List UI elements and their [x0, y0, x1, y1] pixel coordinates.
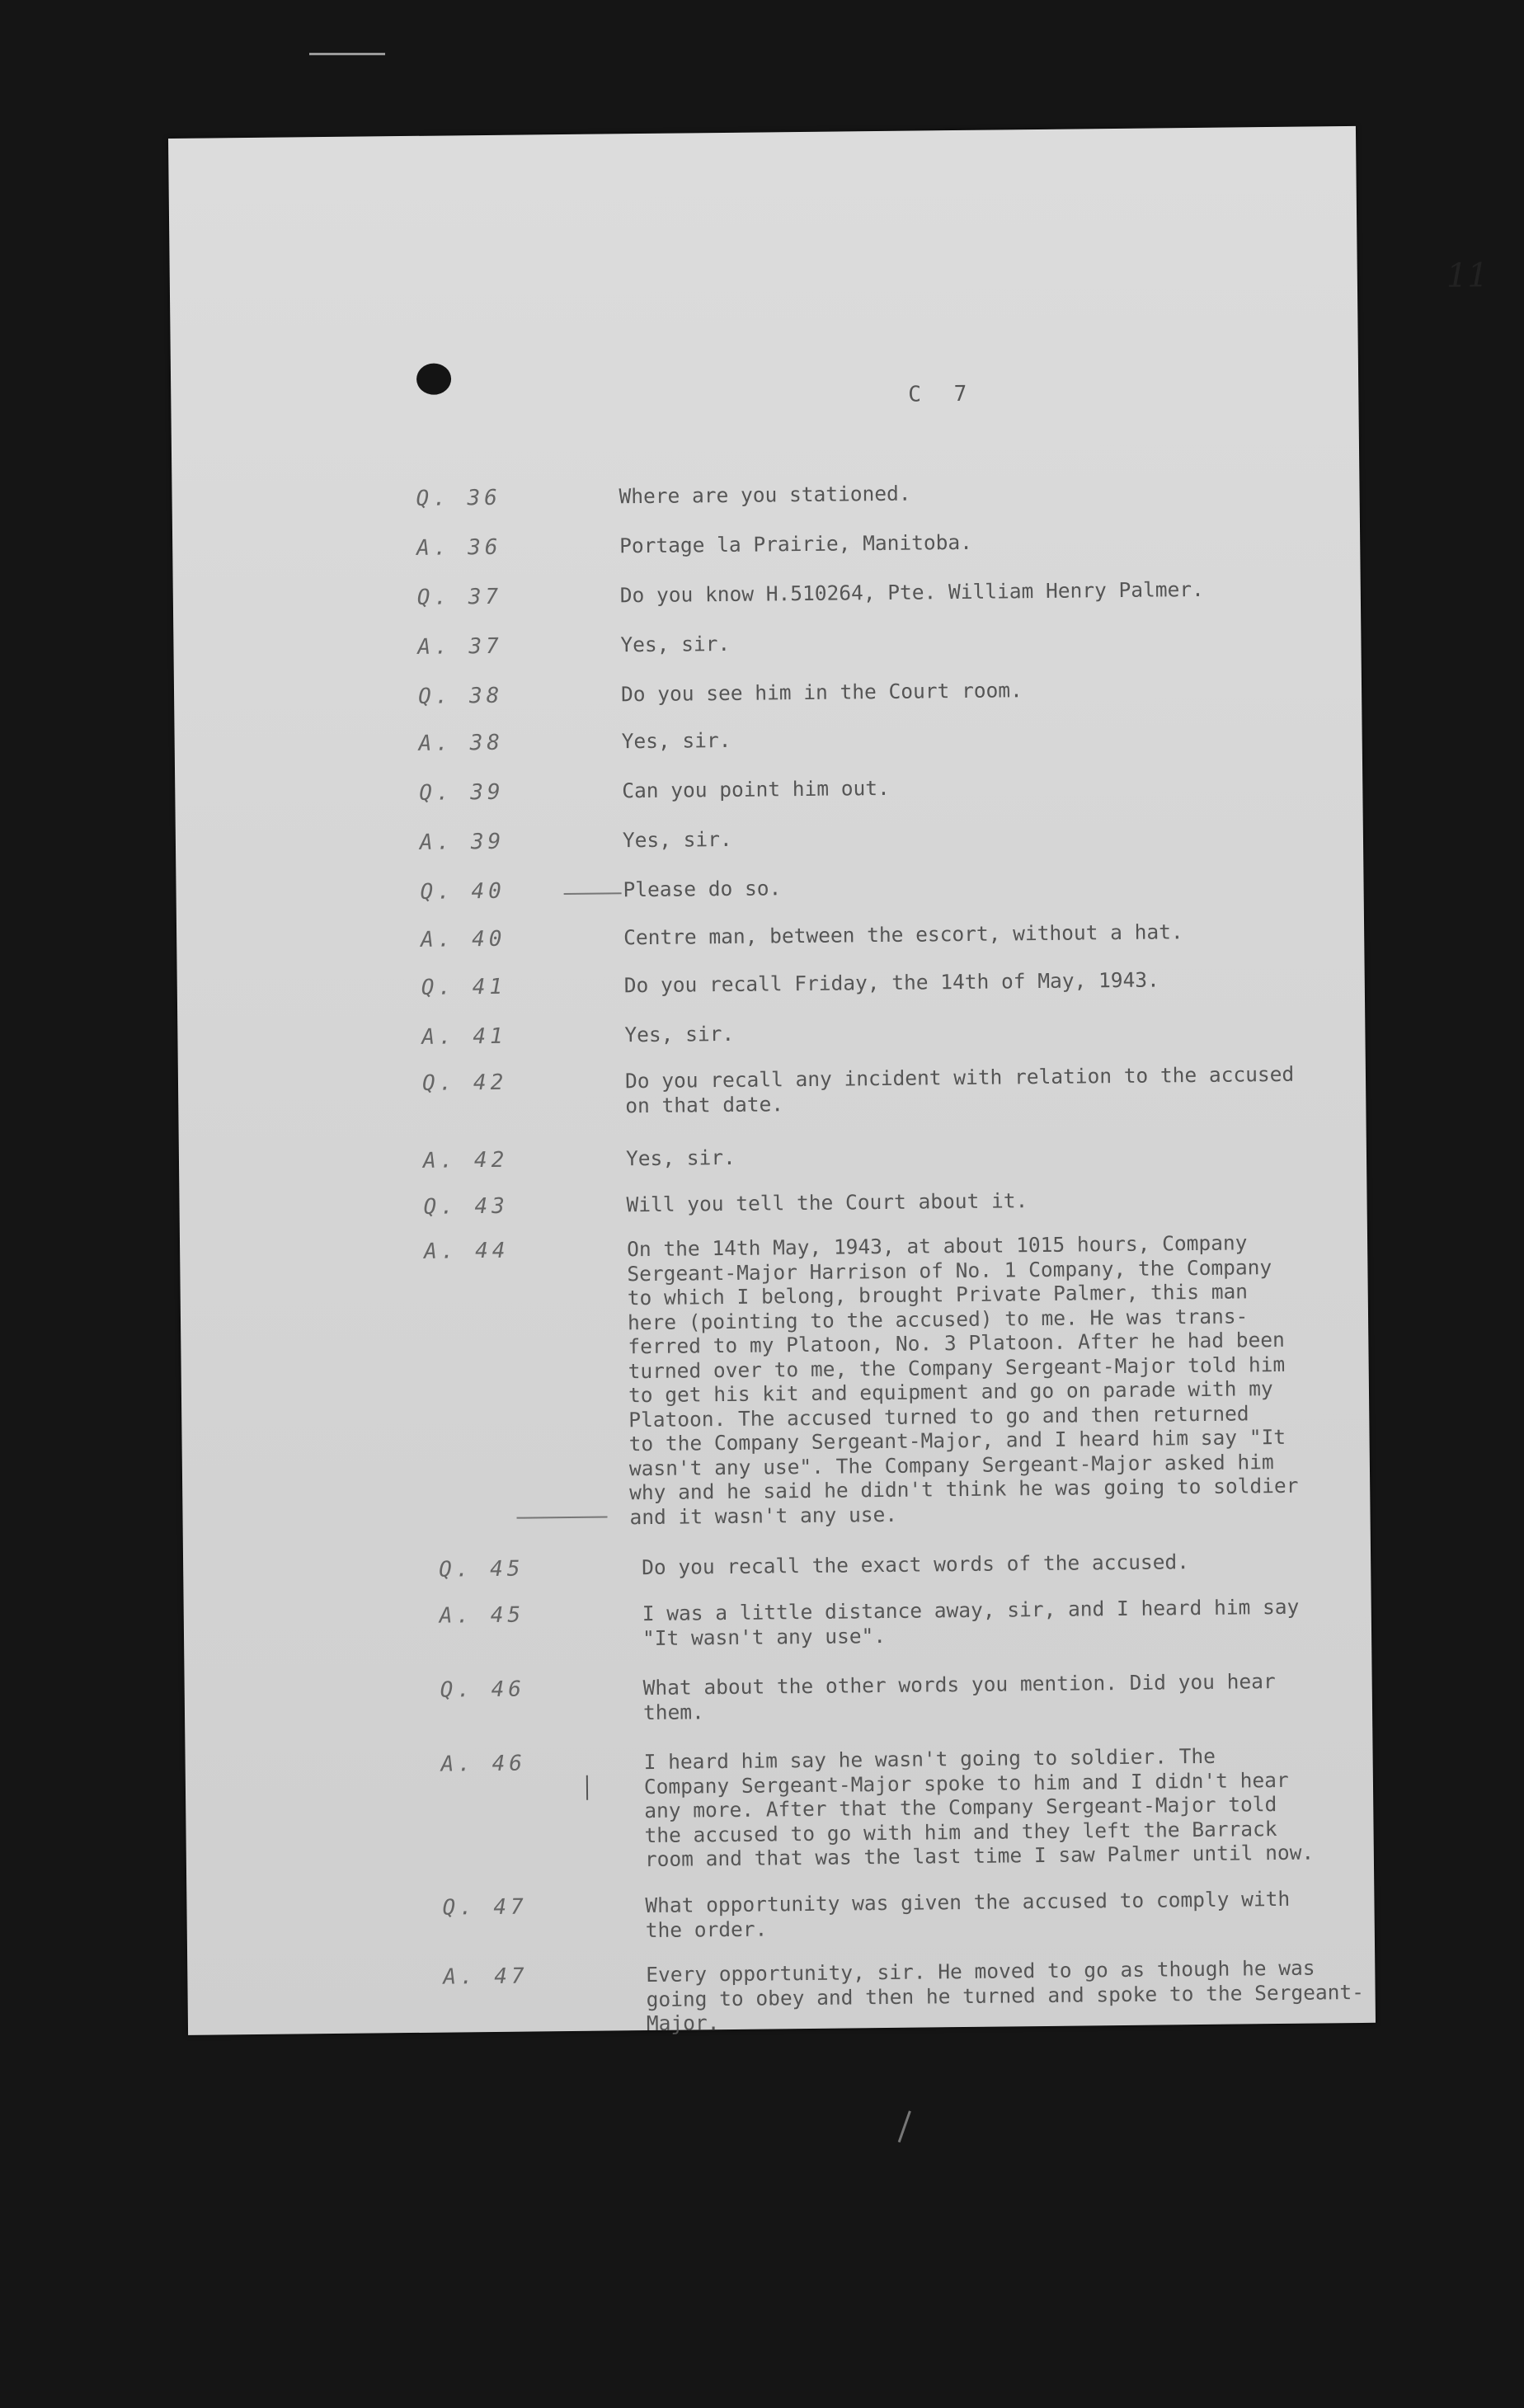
entry-text: Can you point him out. [622, 775, 890, 803]
entry-label: Q. 39 [419, 779, 505, 806]
entry-text: Portage la Prairie, Manitoba. [619, 529, 973, 558]
entry-label: Q. 46 [440, 1677, 526, 1703]
entry-label: A. 37 [417, 633, 503, 660]
entry-text: Where are you stationed. [619, 481, 911, 509]
entry-label: Q. 45 [439, 1556, 524, 1583]
entry-text: Yes, sir. [625, 1145, 736, 1171]
entry-text: Do you know H.510264, Pte. William Henry Palmer. [619, 576, 1204, 608]
entry-text: Yes, sir. [620, 631, 731, 657]
pencil-dash [517, 1517, 608, 1519]
pencil-tick [586, 1775, 588, 1800]
entry-text: I heard him say he wasn't going to soldier. The Company Sergeant-Major spoke to him and I didn't hear any more. After that the Company Sergeant-Major told the accused to go with him and they left the Barrack room and that was the last time I saw Palmer until now. [643, 1743, 1315, 1872]
entry-text: Centre man, between the escort, without a hat. [623, 919, 1183, 950]
entry-text: What opportunity was given the accused to comply with the order. [645, 1886, 1291, 1942]
entry-text: Do you recall any incident with relation to the accused on that date. [624, 1061, 1295, 1117]
entry-label: A. 38 [418, 730, 505, 756]
entry-text: Yes, sir. [621, 727, 731, 754]
entry-label: A. 45 [439, 1602, 525, 1629]
entry-label: A. 41 [421, 1023, 507, 1050]
entry-text: Do you see him in the Court room. [620, 678, 1023, 707]
entry-label: Q. 42 [421, 1070, 508, 1096]
entry-text: Do you recall Friday, the 14th of May, 1943. [623, 967, 1159, 998]
entry-label: A. 47 [443, 1964, 529, 1990]
document-page [168, 126, 1489, 2036]
entry-text: Please do so. [623, 876, 782, 902]
entry-label: A. 42 [422, 1147, 509, 1173]
entry-label: Q. 40 [420, 878, 506, 905]
entry-label: A. 40 [421, 926, 506, 952]
entry-label: Q. 41 [421, 974, 507, 1000]
entry-text: Yes, sir. [622, 826, 732, 853]
page-code: C 7 [908, 381, 977, 407]
pencil-dash [564, 892, 622, 895]
entry-text: What about the other words you mention. Did you hear them. [642, 1669, 1276, 1724]
entry-text: Yes, sir. [624, 1021, 735, 1047]
entry-label: Q. 36 [416, 485, 502, 511]
entry-label: Q. 43 [423, 1193, 510, 1220]
entry-text: Every opportunity, sir. He moved to go as though he was going to obey and then he turned and spoke to the Sergeant- Major. [646, 1955, 1365, 2036]
entry-label: Q. 37 [416, 584, 503, 610]
entry-label: Q. 38 [417, 683, 504, 709]
entry-label: Q. 47 [442, 1894, 528, 1921]
entry-text: On the 14th May, 1943, at about 1015 hours, Company Sergeant-Major Harrison of No. 1 Company, the Company to which I belong, brought Private Palmer, this man here (pointing to the accused) to me. He was trans- ferred to my Platoon, No. 3 Platoon. After he had been turned over to me, the Company Sergeant-Major told him to get his kit and equipment and go on parade with my Platoon. The accused turned to go and then returned to the Company Sergeant-Major, and I heard him say "It wasn't any use". The Company Sergeant-Major asked him why and he said he didn't think he was going to soldier and it wasn't any use. [626, 1230, 1299, 1529]
page-number: 11 [1446, 256, 1489, 295]
entry-label: A. 39 [419, 829, 506, 855]
entry-text: Will you tell the Court about it. [626, 1188, 1028, 1217]
edge-mark [309, 53, 385, 55]
pencil-mark [898, 2110, 911, 2142]
entry-label: A. 36 [416, 534, 502, 561]
entry-text: I was a little distance away, sir, and I heard him say "It wasn't any use". [642, 1594, 1300, 1650]
entry-label: A. 44 [423, 1238, 510, 1264]
entry-label: A. 46 [440, 1751, 527, 1777]
punch-hole [416, 363, 451, 394]
entry-text: Do you recall the exact words of the accused. [642, 1550, 1190, 1580]
